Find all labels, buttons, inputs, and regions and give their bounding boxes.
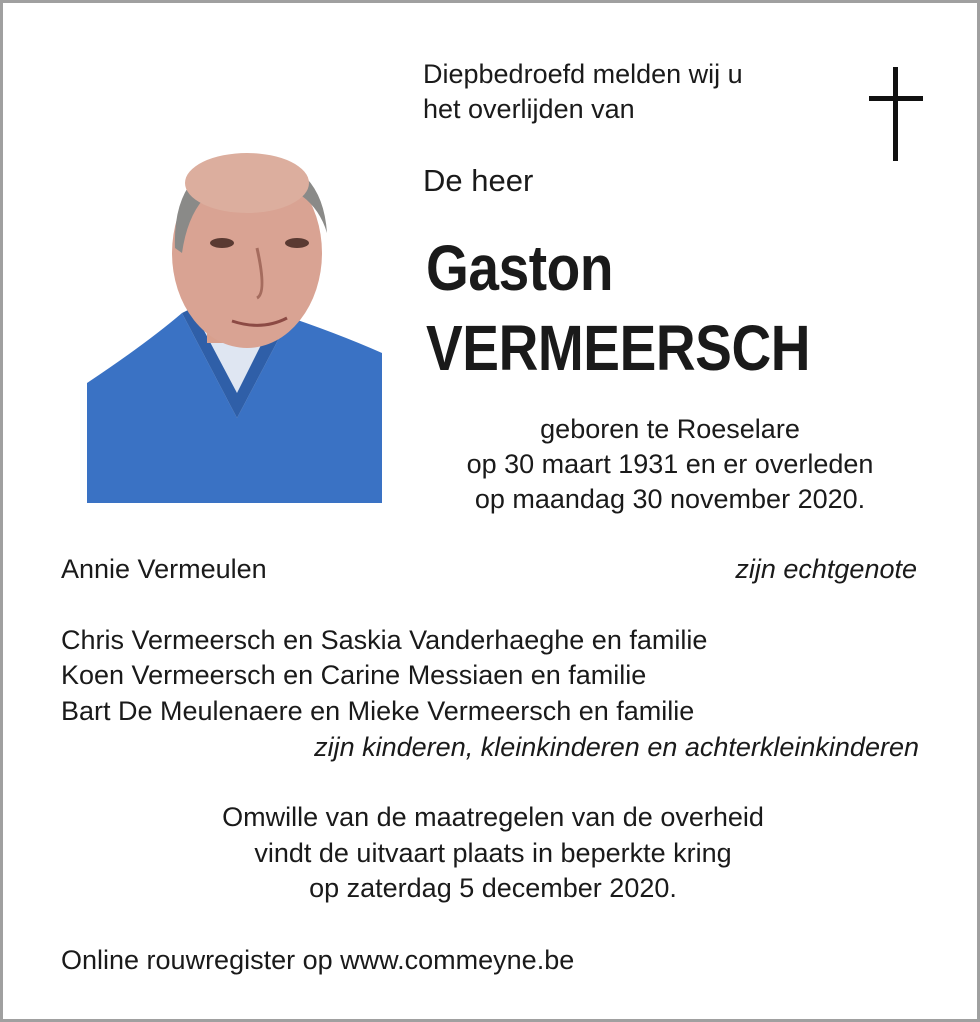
online-register: Online rouwregister op www.commeyne.be — [61, 945, 575, 975]
birth-line-3: op maandag 30 november 2020. — [474, 484, 866, 514]
spouse-relation: zijn echtgenote — [735, 554, 917, 584]
funeral-line-1: Omwille van de maatregelen van de overheid — [222, 802, 764, 832]
portrait-photo — [87, 143, 382, 503]
children-relation: zijn kinderen, kleinkinderen en achterkleinkinderen — [314, 732, 919, 762]
funeral-line-2: vindt de uitvaart plaats in beperkte kring — [254, 838, 732, 868]
cross-icon-bar — [869, 96, 923, 101]
funeral-line-3: op zaterdag 5 december 2020. — [309, 873, 677, 903]
cross-icon — [893, 67, 898, 161]
birth-line-2: op 30 maart 1931 en er overleden — [466, 449, 874, 479]
first-name: Gaston — [426, 232, 614, 304]
birth-line-1: geboren te Roeselare — [540, 414, 800, 444]
intro-line-2: het overlijden van — [423, 94, 635, 124]
last-name: VERMEERSCH — [426, 312, 811, 384]
child-line: Bart De Meulenaere en Mieke Vermeersch en familie — [61, 696, 695, 726]
child-line: Koen Vermeersch en Carine Messiaen en familie — [61, 660, 647, 690]
spouse-name: Annie Vermeulen — [61, 554, 267, 584]
intro-line-1: Diepbedroefd melden wij u — [423, 59, 743, 89]
child-line: Chris Vermeersch en Saskia Vanderhaeghe en familie — [61, 625, 708, 655]
title: De heer — [423, 163, 534, 198]
